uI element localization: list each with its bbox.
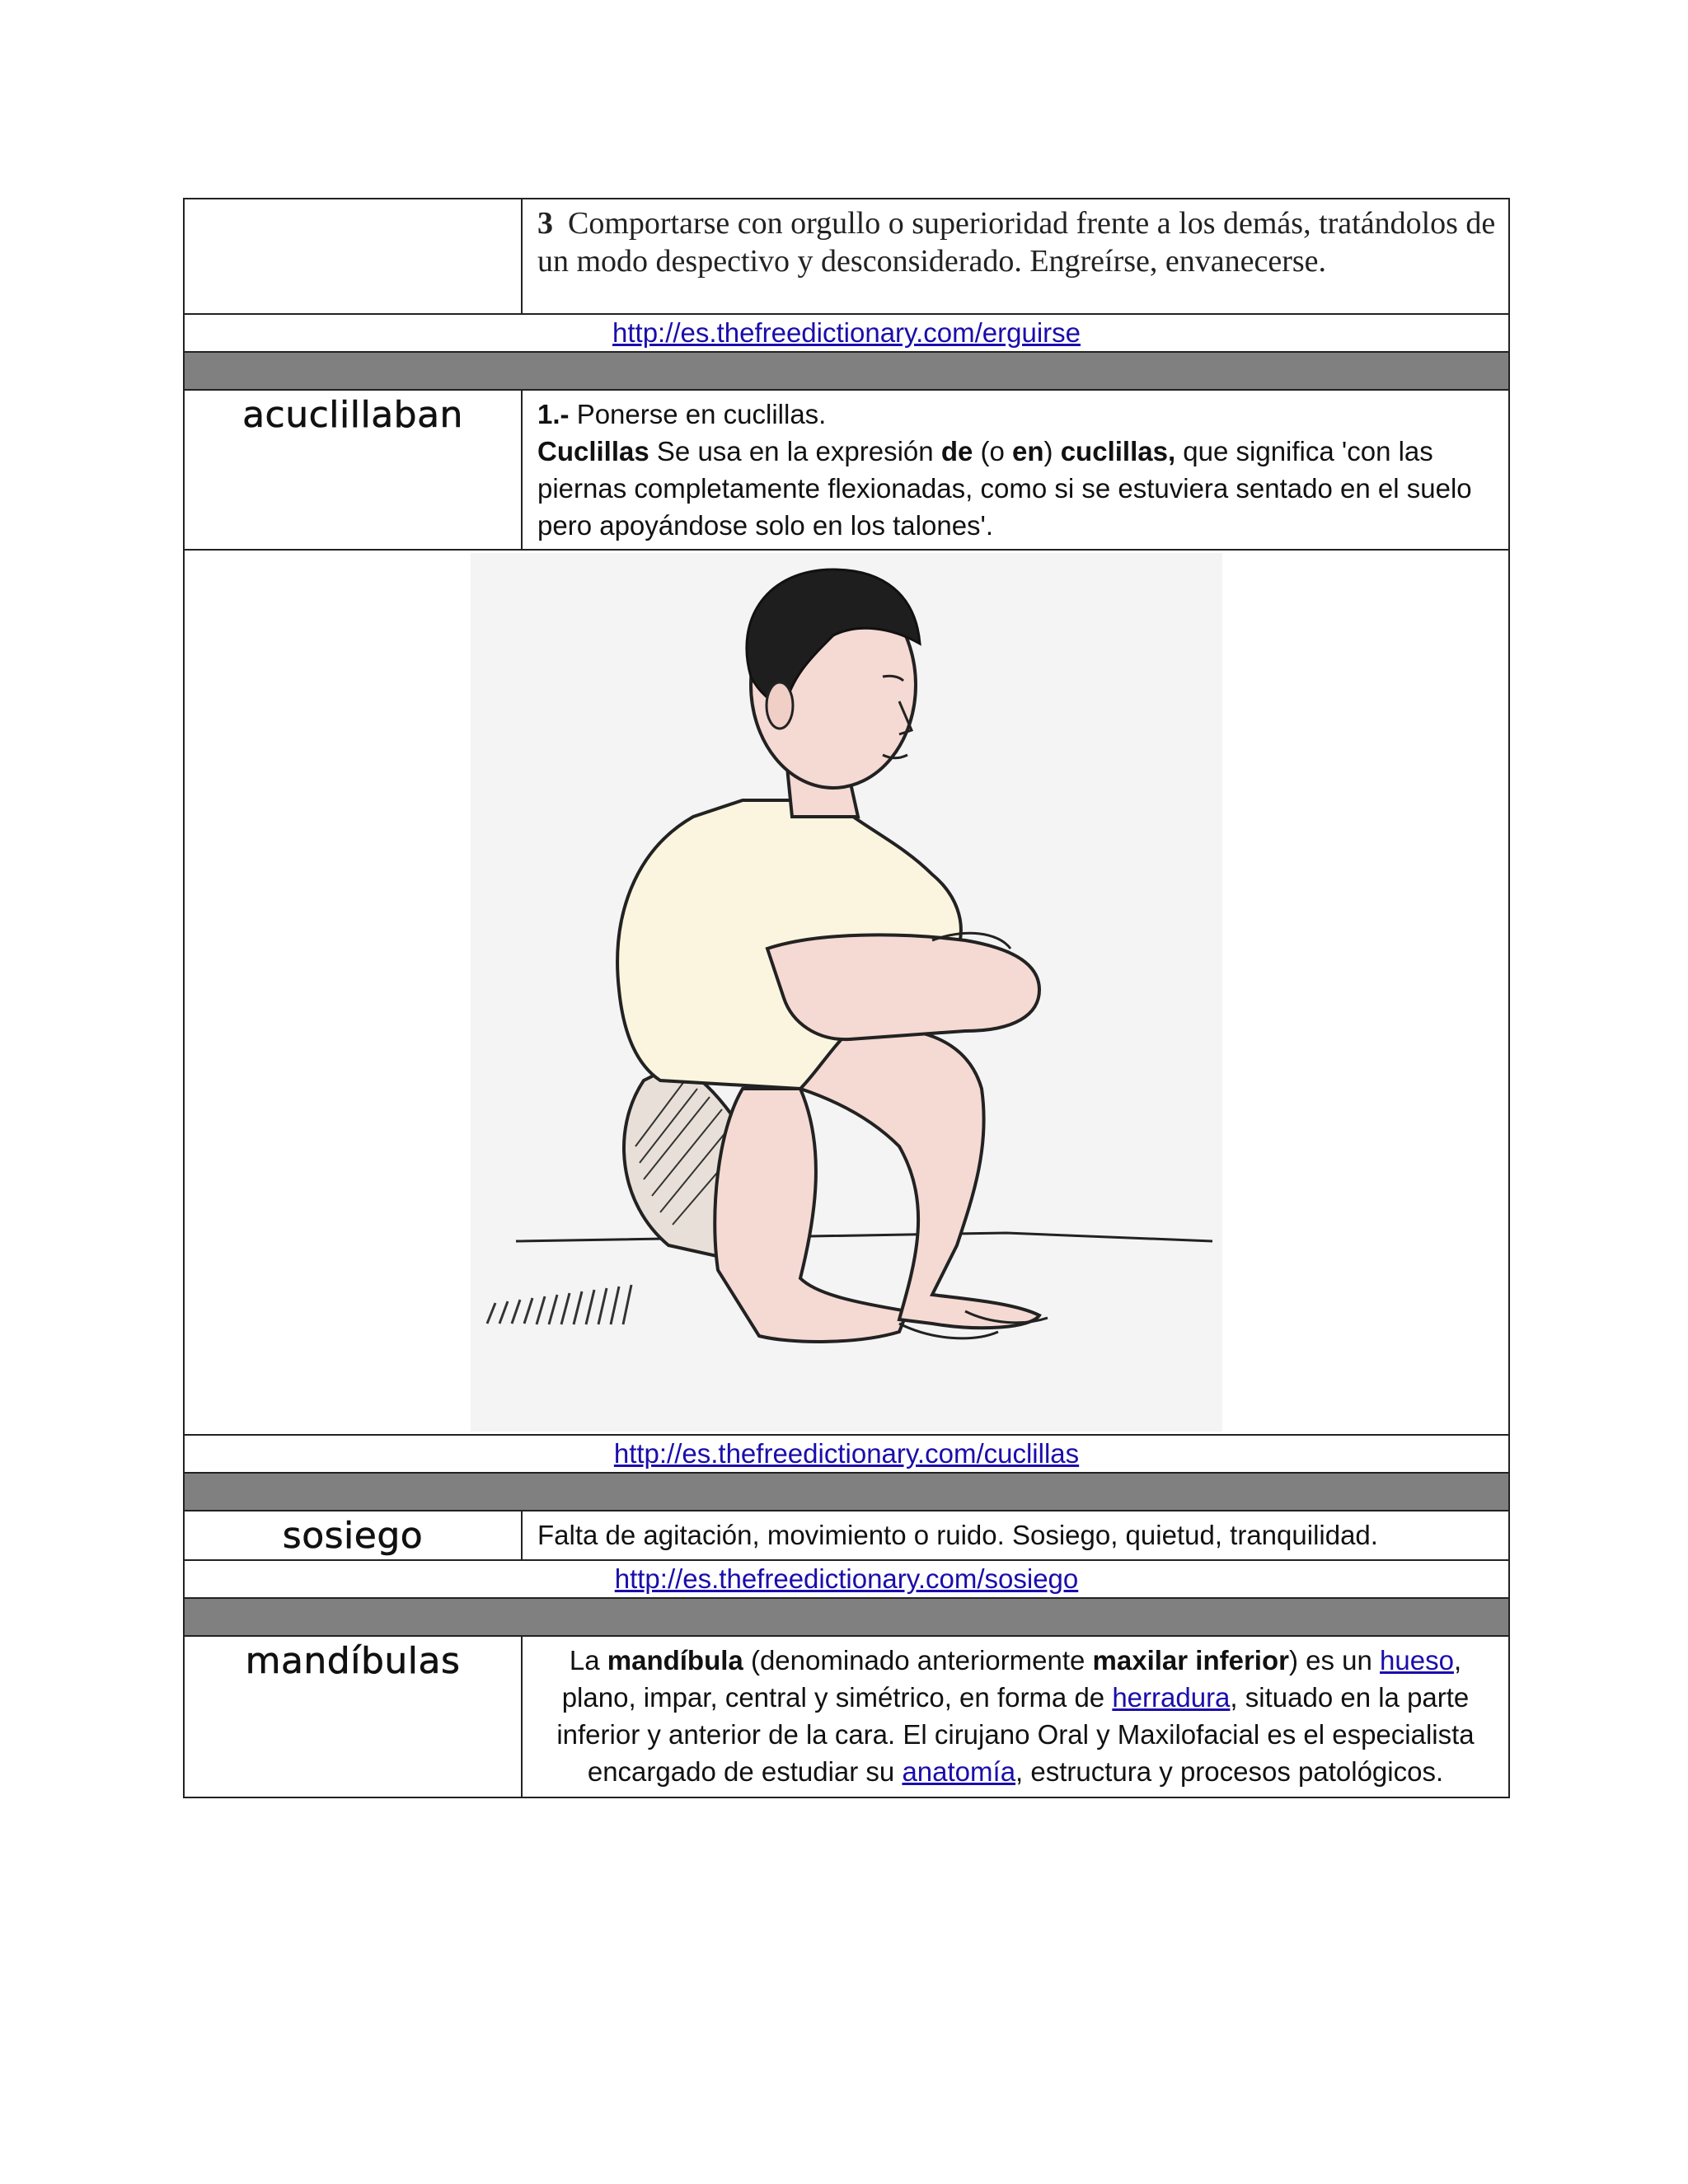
definition-cell	[522, 1511, 1509, 1560]
definition-text: (o	[980, 436, 1005, 466]
image-row	[184, 550, 1509, 1435]
definition-number: 1.-	[537, 399, 570, 429]
separator-row	[184, 1598, 1509, 1636]
definition-paragraph	[537, 433, 1497, 544]
term-cell	[184, 1636, 522, 1797]
squatting-person-icon	[471, 553, 1222, 1432]
term-cell	[184, 1511, 522, 1560]
source-link[interactable]: http://es.thefreedictionary.com/cuclillas	[613, 1438, 1080, 1469]
separator-cell	[184, 1473, 1509, 1511]
definition-text: (denominado anteriormente	[750, 1645, 1085, 1675]
definition-text: Falta de agitación, movimiento o ruido. Sosiego, quietud, tranquilidad.	[537, 1520, 1378, 1550]
source-link[interactable]: http://es.thefreedictionary.com/erguirse	[612, 317, 1081, 348]
definition-text: , plano, impar, central y simétrico, en forma de	[561, 1645, 1462, 1713]
definition-text: , situado en la parte inferior y anterior de la cara. El cirujano Oral y Maxilofacial es el especialista encargado de estudiar su	[556, 1682, 1475, 1787]
squatting-person-illustration	[471, 553, 1222, 1432]
separator-row	[184, 352, 1509, 390]
hueso-link[interactable]: hueso	[1380, 1645, 1454, 1675]
term-cell	[184, 390, 522, 550]
table-row	[184, 199, 1509, 314]
definition-line	[537, 396, 1497, 433]
definition-text: , estructura y procesos patológicos.	[1015, 1756, 1444, 1787]
term-label: mandíbulas	[245, 1640, 461, 1682]
term-label: acuclillaban	[242, 394, 463, 436]
anatomia-link[interactable]: anatomía	[902, 1756, 1016, 1787]
separator-cell	[184, 352, 1509, 390]
bold-term: maxilar inferior	[1092, 1645, 1289, 1675]
definition-cell	[522, 199, 1509, 314]
definition-text: Se usa en la expresión	[656, 436, 934, 466]
source-link[interactable]: http://es.thefreedictionary.com/sosiego	[614, 1563, 1079, 1594]
definition-text: Comportarse con orgullo o superioridad frente a los demás, tratándolos de un modo despectivo y desconsiderado. Engreírse, envanecerse.	[537, 206, 1496, 279]
separator-cell	[184, 1598, 1509, 1636]
definition-text: Ponerse en cuclillas.	[576, 399, 827, 429]
definition-number: 3	[537, 206, 553, 241]
definition-text: )	[1043, 436, 1053, 466]
definition-cell	[522, 1636, 1509, 1797]
image-cell	[184, 550, 1509, 1435]
source-cell	[184, 314, 1509, 352]
bold-term: en	[1012, 436, 1044, 466]
definition-text: ) es un	[1288, 1645, 1372, 1675]
bold-term: Cuclillas	[537, 436, 649, 466]
table-row	[184, 1560, 1509, 1598]
source-cell	[184, 1435, 1509, 1473]
definition-text: que significa 'con las piernas completamente flexionadas, como si se estuviera sentado en el suelo pero apoyándose solo en los talones'.	[537, 436, 1472, 541]
term-cell-empty	[184, 199, 522, 314]
herradura-link[interactable]: herradura	[1112, 1682, 1231, 1713]
bold-term: mandíbula	[607, 1645, 743, 1675]
term-label: sosiego	[282, 1515, 424, 1557]
glossary-table	[183, 198, 1510, 1798]
table-row	[184, 1636, 1509, 1797]
definition-cell	[522, 390, 1509, 550]
table-row	[184, 314, 1509, 352]
bold-term: de	[940, 436, 973, 466]
bold-term: cuclillas,	[1060, 436, 1176, 466]
document-page	[183, 198, 1508, 1798]
table-row	[184, 1511, 1509, 1560]
table-row	[184, 390, 1509, 550]
source-cell	[184, 1560, 1509, 1598]
separator-row	[184, 1473, 1509, 1511]
definition-text: La	[569, 1645, 600, 1675]
table-row	[184, 1435, 1509, 1473]
